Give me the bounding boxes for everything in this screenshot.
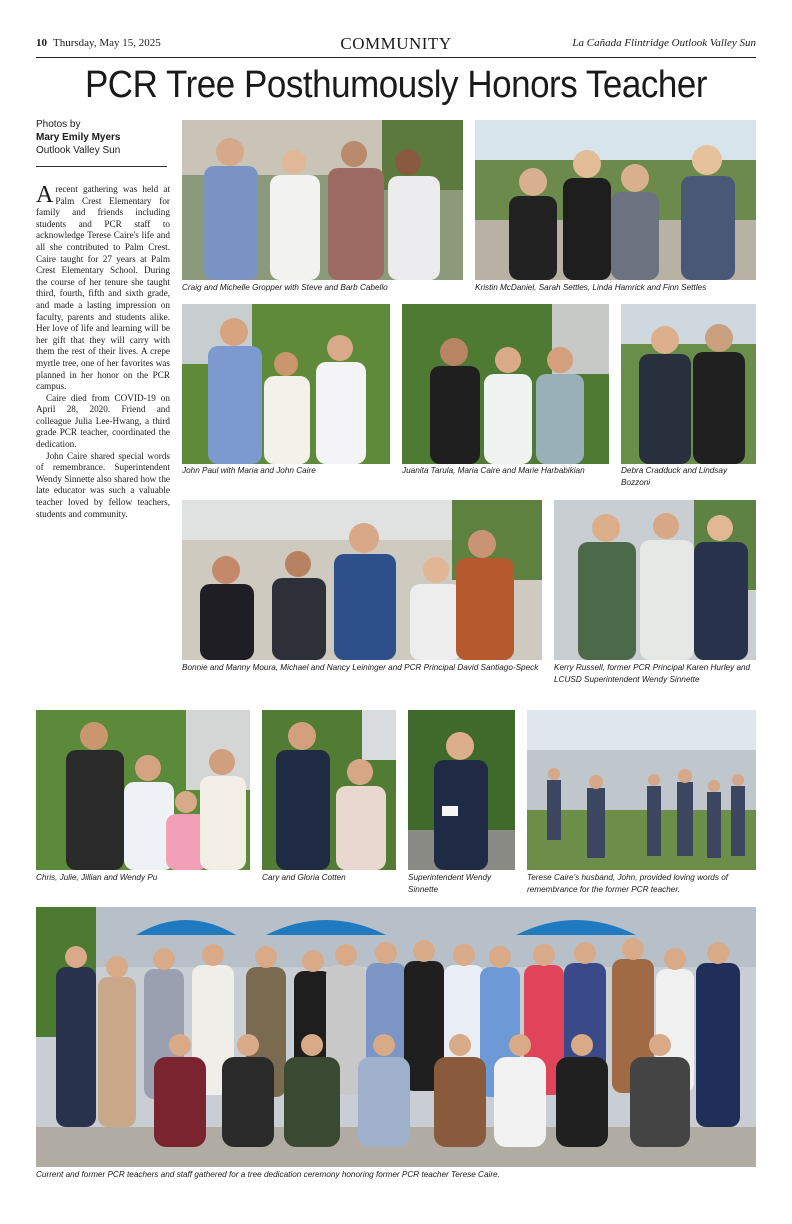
article-paragraph: Caire died from COVID-19 on April 28, 2020. Friend and colleague Julia Lee-Hwang, a third grade PCR teacher, coordinated the dedication. [36, 392, 170, 450]
photo-caption: Current and former PCR teachers and staff gathered for a tree dedication ceremony honoring former PCR teacher Terese Caire. [36, 1170, 500, 1179]
photo-credit [36, 118, 168, 157]
section-title: COMMUNITY [340, 34, 452, 53]
masthead-rule [36, 57, 756, 58]
photographer-name: Mary Emily Myers [36, 132, 121, 143]
byline-rule [36, 166, 167, 167]
photo-caption: Debra Cradduck and Lindsay Bozzoni [621, 466, 728, 487]
photo-caption: Bonnie and Manny Moura, Michael and Nancy Leininger and PCR Principal David Santiago-Speck [182, 663, 539, 672]
photo-caption: Cary and Gloria Cotten [262, 873, 346, 882]
photo-mcdaniel-settles [475, 120, 756, 280]
photo-caption: Craig and Michelle Gropper with Steve and Barb Cabello [182, 283, 388, 292]
photo-john-caire-crowd [527, 710, 756, 870]
photo-paul-caire [182, 304, 390, 464]
headline: PCR Tree Posthumously Honors Teacher [84, 64, 708, 106]
photo-caption: Kerry Russell, former PCR Principal Karen Hurley and LCUSD Superintendent Wendy Sinnette [554, 663, 751, 684]
masthead [36, 33, 756, 55]
publication-name: La Cañada Flintridge Outlook Valley Sun [572, 37, 756, 49]
credit-outlet: Outlook Valley Sun [36, 145, 121, 156]
photo-caption: Kristin McDaniel, Sarah Settles, Linda Hamrick and Finn Settles [475, 283, 707, 292]
photo-cradduck-bozzoni [621, 304, 756, 464]
article-paragraph: Arecent gathering was held at Palm Crest Elementary for family and friends including students and PCR staff to acknowledge Terese Caire's life and all she contributed to Palm Crest. Caire taught for 27 years at Palm Crest Elementary School. During the course of her tenure she taught third, fourth, fifth and sixth grade, and made a lasting impression on faculty, parents and students alike. Her love of life and learning will be her gift that they will carry with them the rest of their lives. A crepe myrtle tree, one of her favorites was planned in her honor on the PCR campus. [36, 182, 170, 392]
photo-caption: John Paul with Maria and John Caire [182, 466, 316, 475]
photo-gropper-cabello [182, 120, 463, 280]
photo-moura-leininger-santiago [182, 500, 542, 660]
photo-pu-family [36, 710, 250, 870]
photo-caption: Chris, Julie, Jillian and Wendy Pu [36, 873, 158, 882]
photo-sinnette-speaking [408, 710, 515, 870]
issue-date: Thursday, May 15, 2025 [53, 37, 161, 49]
page-number: 10 [36, 37, 47, 49]
photo-caption: Juanita Tarula, Maria Caire and Marie Harbabikian [402, 466, 585, 475]
article-body [36, 184, 170, 520]
photo-caption: Terese Caire's husband, John, provided loving words of remembrance for the former PCR teacher. [527, 873, 729, 894]
photo-caption: Superintendent Wendy Sinnette [408, 873, 492, 894]
photo-teachers-group [36, 907, 756, 1167]
article-paragraph: John Caire shared special words of remembrance. Superintendent Wendy Sinnette also shared how the late educator was such a valuable teacher loved by fellow teachers, students and community. [36, 450, 170, 519]
photo-cotten [262, 710, 396, 870]
drop-cap: A [36, 182, 54, 208]
credit-label: Photos by [36, 119, 81, 130]
photo-tarula-caire-harbabikian [402, 304, 609, 464]
photo-russell-hurley-sinnette [554, 500, 756, 660]
